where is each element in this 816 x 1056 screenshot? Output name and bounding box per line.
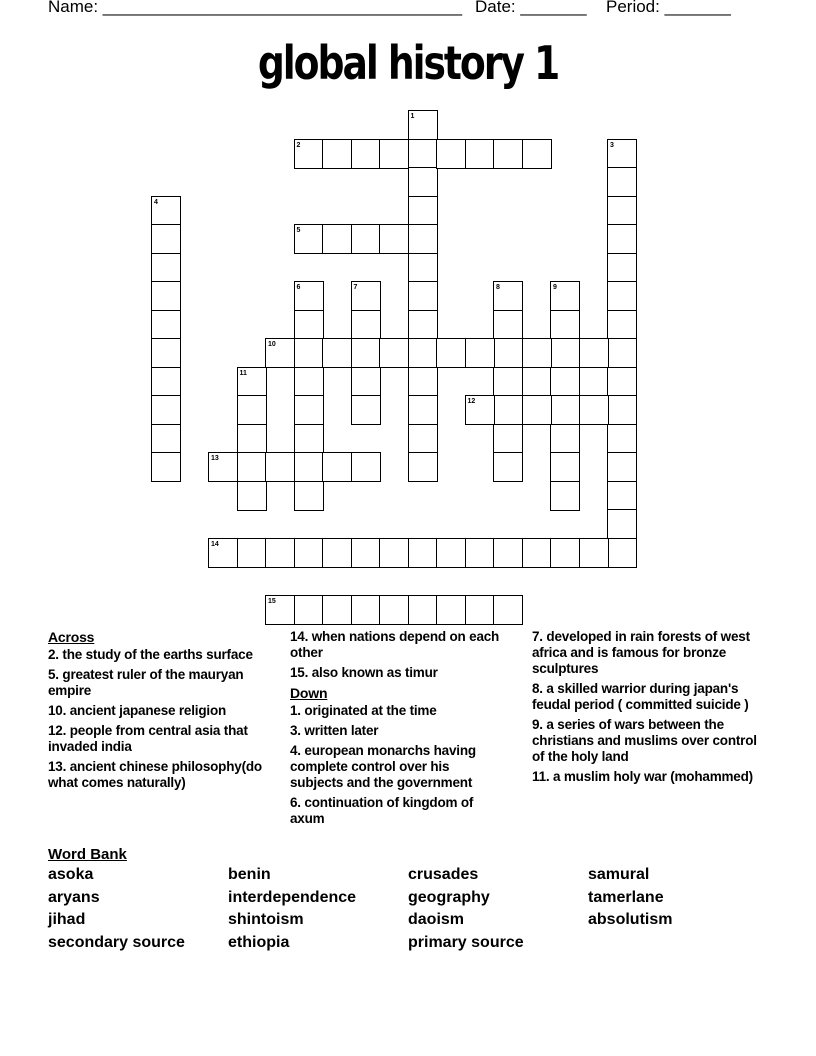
crossword-cell[interactable] <box>351 139 381 169</box>
crossword-cell[interactable] <box>408 310 438 340</box>
crossword-cell[interactable] <box>607 367 637 397</box>
crossword-cell[interactable] <box>436 538 466 568</box>
clue-across-10: 10. ancient japanese religion <box>48 703 227 718</box>
word-bank-item: interdependence <box>228 889 357 906</box>
clue-down-9: 9. a series of wars between the christians and muslims over control of the holy land <box>532 717 757 764</box>
crossword-cell[interactable] <box>607 196 637 226</box>
crossword-cell[interactable] <box>351 310 381 340</box>
crossword-cell[interactable] <box>237 367 267 397</box>
crossword-cell[interactable] <box>408 538 438 568</box>
cell-number: 11 <box>239 369 247 377</box>
word-bank-item: crusades <box>408 866 479 883</box>
crossword-cell[interactable] <box>550 367 580 397</box>
cell-number: 13 <box>211 455 219 462</box>
crossword-cell[interactable] <box>522 395 552 425</box>
crossword-cell[interactable] <box>208 538 238 568</box>
clue-across-13: 13. ancient chinese philosophy(do what comes naturally) <box>48 759 262 790</box>
crossword-cell[interactable] <box>550 310 580 340</box>
crossword-cell[interactable] <box>265 538 295 568</box>
across-heading: Across <box>48 629 95 645</box>
word-bank-item: aryans <box>48 889 100 906</box>
crossword-cell[interactable] <box>294 395 324 425</box>
crossword-cell[interactable] <box>265 595 295 625</box>
crossword-cell[interactable] <box>408 167 438 197</box>
period-field-label: Period: _______ <box>606 0 731 16</box>
clue-down-11: 11. a muslim holy war (mohammed) <box>532 769 753 784</box>
cell-number: 9 <box>553 284 557 291</box>
crossword-cell[interactable] <box>607 452 637 482</box>
clue-across-2: 2. the study of the earths surface <box>48 647 253 662</box>
crossword-cell[interactable] <box>408 281 438 311</box>
crossword-cell[interactable] <box>237 424 267 454</box>
crossword-cell[interactable] <box>607 167 637 197</box>
crossword-cell[interactable] <box>294 367 324 397</box>
clue-across-14: 14. when nations depend on each other <box>290 629 500 660</box>
crossword-cell[interactable] <box>351 281 381 311</box>
crossword-cell[interactable] <box>265 338 295 368</box>
cell-number: 2 <box>296 141 301 149</box>
clue-down-7: 7. developed in rain forests of west africa and is famous for bronze sculptures <box>532 629 750 676</box>
crossword-cell[interactable] <box>579 395 609 425</box>
crossword-cell[interactable] <box>322 538 352 568</box>
crossword-cell[interactable] <box>408 367 438 397</box>
clue-down-3: 3. written later <box>290 723 379 738</box>
crossword-cell[interactable] <box>493 538 523 568</box>
crossword-cell[interactable] <box>607 310 637 340</box>
crossword-cell[interactable] <box>550 395 580 425</box>
crossword-cell[interactable] <box>493 139 523 169</box>
word-bank-item: asoka <box>48 866 94 883</box>
crossword-cell[interactable] <box>379 595 409 625</box>
crossword-cell[interactable] <box>408 110 438 140</box>
crossword-cell[interactable] <box>493 395 523 425</box>
word-bank-item: geography <box>408 889 490 906</box>
crossword-cell[interactable] <box>436 139 466 169</box>
cell-number: 12 <box>467 398 476 405</box>
word-bank-heading: Word Bank <box>48 846 127 863</box>
crossword-cell[interactable] <box>151 367 181 397</box>
crossword-cell[interactable] <box>151 196 181 226</box>
crossword-cell[interactable] <box>379 224 409 254</box>
cell-number: 4 <box>154 198 158 206</box>
crossword-cell[interactable] <box>550 424 580 454</box>
crossword-cell[interactable] <box>322 338 352 368</box>
crossword-cell[interactable] <box>493 452 523 482</box>
crossword-cell[interactable] <box>408 253 438 283</box>
crossword-cell[interactable] <box>436 595 466 625</box>
puzzle-title: global history 1 <box>257 36 559 90</box>
crossword-cell[interactable] <box>151 253 181 283</box>
crossword-cell[interactable] <box>237 395 267 425</box>
crossword-cell[interactable] <box>237 538 267 568</box>
crossword-cell[interactable] <box>379 338 409 368</box>
word-bank-item: primary source <box>408 934 524 951</box>
across-clues-col1 <box>48 629 273 795</box>
crossword-cell[interactable] <box>294 224 324 254</box>
crossword-cell[interactable] <box>550 481 580 511</box>
crossword-cell[interactable] <box>493 281 523 311</box>
crossword-cell[interactable] <box>522 139 552 169</box>
crossword-cell[interactable] <box>351 224 381 254</box>
crossword-cell[interactable] <box>294 481 324 511</box>
cell-number: 6 <box>296 284 301 291</box>
crossword-cell[interactable] <box>265 452 295 482</box>
crossword-cell[interactable] <box>607 395 637 425</box>
word-bank-item: samural <box>588 866 650 883</box>
crossword-cell[interactable] <box>408 595 438 625</box>
crossword-cell[interactable] <box>351 452 381 482</box>
word-bank-item: secondary source <box>48 934 185 951</box>
clues-col2 <box>290 629 500 831</box>
cell-number: 7 <box>353 284 358 291</box>
crossword-cell[interactable] <box>294 139 324 169</box>
crossword-cell[interactable] <box>550 338 580 368</box>
crossword-cell[interactable] <box>550 452 580 482</box>
word-bank-item: jihad <box>48 911 86 928</box>
cell-number: 5 <box>296 227 301 234</box>
crossword-cell[interactable] <box>408 395 438 425</box>
crossword-cell[interactable] <box>607 338 637 368</box>
crossword-cell[interactable] <box>294 538 324 568</box>
crossword-cell[interactable] <box>351 538 381 568</box>
crossword-cell[interactable] <box>322 452 352 482</box>
crossword-cell[interactable] <box>379 538 409 568</box>
clue-down-8: 8. a skilled warrior during japan's feudal period ( committed suicide ) <box>532 681 749 712</box>
crossword-cell[interactable] <box>151 224 181 254</box>
word-bank-item: benin <box>228 866 271 883</box>
clue-down-4: 4. european monarchs having complete control over his subjects and the government <box>290 743 476 790</box>
crossword-cell[interactable] <box>436 338 466 368</box>
clue-down-6: 6. continuation of kingdom of axum <box>290 795 474 826</box>
cell-number: 14 <box>211 540 219 548</box>
date-field-label: Date: _______ <box>475 0 587 16</box>
crossword-cell[interactable] <box>607 281 637 311</box>
crossword-cell[interactable] <box>294 281 324 311</box>
clue-across-5: 5. greatest ruler of the mauryan empire <box>48 667 244 698</box>
word-bank-item: shintoism <box>228 911 304 928</box>
crossword-cell[interactable] <box>322 139 352 169</box>
crossword-cell[interactable] <box>322 595 352 625</box>
cell-number: 3 <box>610 141 614 149</box>
crossword-cell[interactable] <box>493 367 523 397</box>
crossword-cell[interactable] <box>351 595 381 625</box>
cell-number: 8 <box>496 284 500 291</box>
crossword-cell[interactable] <box>151 338 181 368</box>
crossword-cell[interactable] <box>151 395 181 425</box>
crossword-cell[interactable] <box>408 424 438 454</box>
crossword-cell[interactable] <box>493 338 523 368</box>
crossword-cell[interactable] <box>408 196 438 226</box>
crossword-cell[interactable] <box>294 338 324 368</box>
crossword-cell[interactable] <box>465 538 495 568</box>
word-bank-item: absolutism <box>588 911 673 928</box>
crossword-cell[interactable] <box>607 509 637 539</box>
crossword-cell[interactable] <box>294 310 324 340</box>
crossword-cell[interactable] <box>408 139 438 169</box>
crossword-cell[interactable] <box>607 224 637 254</box>
word-bank-item: ethiopia <box>228 934 290 951</box>
cell-number: 15 <box>268 597 276 605</box>
crossword-cell[interactable] <box>208 452 238 482</box>
crossword-cell[interactable] <box>550 538 580 568</box>
crossword-cell[interactable] <box>151 310 181 340</box>
crossword-cell[interactable] <box>294 452 324 482</box>
crossword-cell[interactable] <box>607 481 637 511</box>
crossword-cell[interactable] <box>522 538 552 568</box>
crossword-cell[interactable] <box>322 224 352 254</box>
word-bank-item: tamerlane <box>588 889 664 906</box>
clue-across-12: 12. people from central asia that invaded india <box>48 723 248 754</box>
crossword-cell[interactable] <box>379 139 409 169</box>
crossword-cell[interactable] <box>351 367 381 397</box>
clue-down-1: 1. originated at the time <box>290 703 437 718</box>
crossword-cell[interactable] <box>579 538 609 568</box>
crossword-cell[interactable] <box>465 139 495 169</box>
crossword-cell[interactable] <box>465 595 495 625</box>
crossword-cell[interactable] <box>408 452 438 482</box>
crossword-cell[interactable] <box>465 338 495 368</box>
crossword-cell[interactable] <box>493 310 523 340</box>
crossword-cell[interactable] <box>151 452 181 482</box>
word-bank-item: daoism <box>408 911 465 928</box>
crossword-cell[interactable] <box>579 338 609 368</box>
crossword-cell[interactable] <box>493 424 523 454</box>
crossword-cell[interactable] <box>550 281 580 311</box>
cell-number: 10 <box>268 341 276 348</box>
crossword-cell[interactable] <box>408 224 438 254</box>
crossword-cell[interactable] <box>607 253 637 283</box>
crossword-cell[interactable] <box>294 424 324 454</box>
crossword-cell[interactable] <box>351 338 381 368</box>
crossword-cell[interactable] <box>465 395 495 425</box>
clues-col3 <box>532 629 768 789</box>
crossword-cell[interactable] <box>522 338 552 368</box>
crossword-cell[interactable] <box>351 395 381 425</box>
crossword-cell[interactable] <box>237 481 267 511</box>
name-field-label: Name: ______________________________________ <box>48 0 463 16</box>
crossword-cell[interactable] <box>607 139 637 169</box>
clue-across-15: 15. also known as timur <box>290 665 438 680</box>
crossword-cell[interactable] <box>237 452 267 482</box>
crossword-cell[interactable] <box>607 424 637 454</box>
cell-number: 1 <box>410 113 415 120</box>
down-heading: Down <box>290 685 328 701</box>
crossword-cell[interactable] <box>151 424 181 454</box>
crossword-cell[interactable] <box>408 338 438 368</box>
crossword-cell[interactable] <box>607 538 637 568</box>
crossword-cell[interactable] <box>294 595 324 625</box>
crossword-cell[interactable] <box>493 595 523 625</box>
crossword-cell[interactable] <box>151 281 181 311</box>
